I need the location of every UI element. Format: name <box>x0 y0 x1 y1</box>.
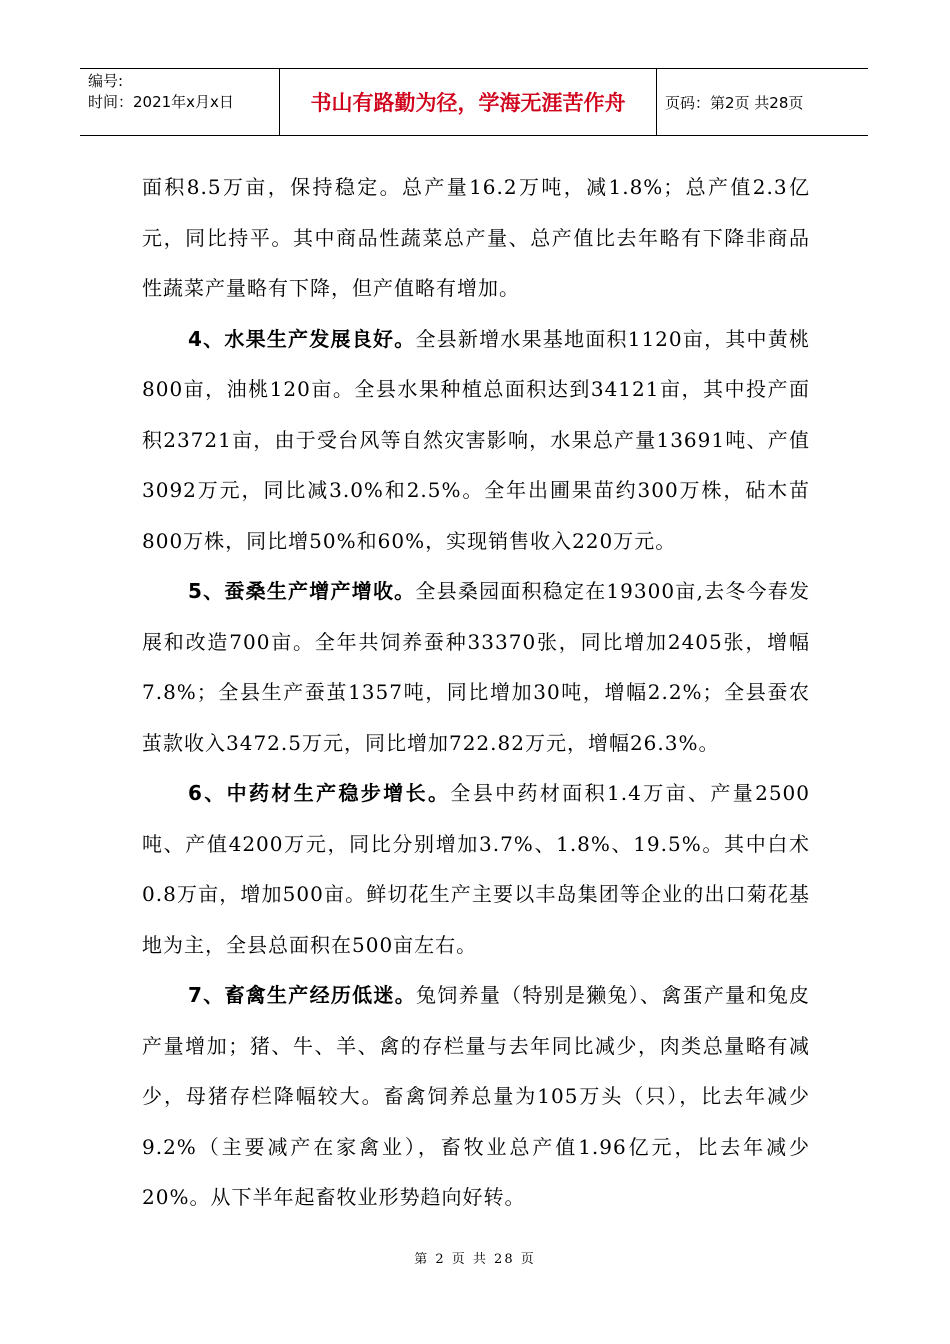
document-body <box>142 162 810 1223</box>
document-number-label: 编号: <box>88 72 124 90</box>
paragraph-livestock <box>142 970 810 1223</box>
paragraph-text: 面积8.5万亩，保持稳定。总产量16.2万吨，减1.8%；总产值2.3亿元，同比持平。其中商品性蔬菜总产量、总产值比去年略有下降非商品性蔬菜产量略有下降，但产值略有增加。 <box>142 175 810 300</box>
paragraph-fruit <box>142 314 810 567</box>
paragraph-herbal-medicine <box>142 768 810 970</box>
document-time-label: 时间：2021年x月x日 <box>88 93 234 111</box>
paragraph-vegetables <box>142 162 810 314</box>
paragraph-heading: 4、水果生产发展良好。 <box>188 326 416 351</box>
paragraph-sericulture <box>142 566 810 768</box>
paragraph-heading: 6、中药材生产稳步增长。 <box>188 781 451 805</box>
header-meta-cell <box>80 69 280 135</box>
paragraph-text: 全县桑园面积稳定在19300亩,去冬今春发展和改造700亩。全年共饲养蚕种33370张，同比增加2405张，增幅7.8%；全县生产蚕茧1357吨，同比增加30吨，增幅2.2%；全县蚕农茧款收入3472.5万元，同比增加722.82万元，增幅26.3%。 <box>142 579 810 755</box>
header-page-label: 页码：第2页 共28页 <box>665 93 804 112</box>
paragraph-text: 兔饲养量（特别是獭兔）、禽蛋产量和兔皮产量增加；猪、牛、羊、禽的存栏量与去年同比减少，肉类总量略有减少，母猪存栏降幅较大。畜禽饲养总量为105万头（只），比去年减少9.2%（主要减产在家禽业），畜牧业总产值1.96亿元，比去年减少20%。从下半年起畜牧业形势趋向好转。 <box>142 983 810 1209</box>
paragraph-text: 全县新增水果基地面积1120亩，其中黄桃800亩，油桃120亩。全县水果种植总面积达到34121亩，其中投产面积23721亩，由于受台风等自然灾害影响，水果总产量13691吨、产值3092万元，同比减3.0%和2.5%。全年出圃果苗约300万株，砧木苗800万株，同比增50%和60%，实现销售收入220万元。 <box>142 326 810 553</box>
paragraph-text: 全县中药材面积1.4万亩、产量2500吨、产值4200万元，同比分别增加3.7%、1.8%、19.5%。其中白术0.8万亩，增加500亩。鲜切花生产主要以丰岛集团等企业的出口菊花基地为主，全县总面积在500亩左右。 <box>142 781 810 957</box>
document-header <box>80 68 868 136</box>
paragraph-heading: 7、畜禽生产经历低迷。 <box>188 983 416 1007</box>
header-motto: 书山有路勤为径，学海无涯苦作舟 <box>280 69 657 135</box>
page-footer: 第 2 页 共 28 页 <box>414 1252 536 1267</box>
paragraph-heading: 5、蚕桑生产增产增收。 <box>188 579 416 603</box>
